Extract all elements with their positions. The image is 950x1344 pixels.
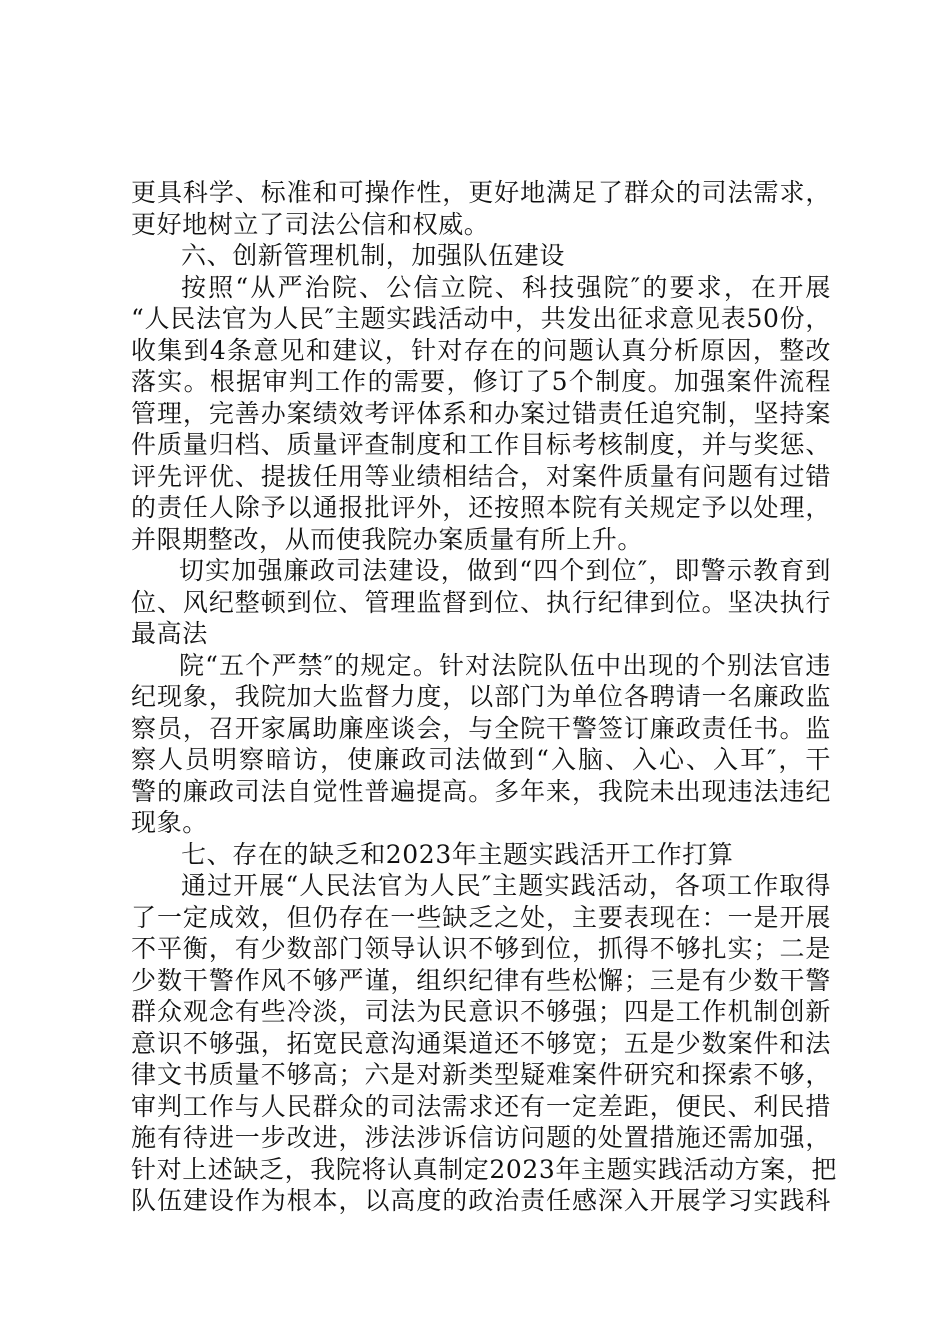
text-line: 落实。根据审判工作的需要，修订了5个制度。加强案件流程: [131, 367, 831, 396]
text-line: 并限期整改，从而使我院办案质量有所上升。: [131, 524, 644, 554]
text-line: 律文书质量不够高；六是对新类型疑难案件研究和探索不够，: [131, 1060, 831, 1089]
text-line: 群众观念有些冷淡，司法为民意识不够强；四是工作机制创新: [131, 997, 831, 1026]
text-line: 收集到4条意见和建议，针对存在的问题认真分析原因，整改: [131, 335, 831, 365]
text-line: 的责任人除予以通报批评外，还按照本院有关规定予以处理，: [131, 493, 831, 522]
text-line: 管理，完善办案绩效考评体系和办案过错责任追究制，坚持案: [131, 398, 831, 428]
text-line: 最高法: [131, 619, 208, 648]
text-line: 意识不够强，拓宽民意沟通渠道还不够宽；五是少数案件和法: [131, 1028, 831, 1058]
text-line: 通过开展“人民法官为人民″主题实践活动，各项工作取得: [181, 871, 831, 900]
text-line: 了一定成效，但仍存在一些缺乏之处，主要表现在：一是开展: [131, 902, 831, 932]
text-line: 针对上述缺乏，我院将认真制定2023年主题实践活动方案，把: [131, 1154, 838, 1184]
text-line: “人民法官为人民″主题实践活动中，共发出征求意见表50份，: [131, 304, 831, 333]
text-line: 现象。: [131, 808, 208, 837]
text-line: 按照“从严治院、公信立院、科技强院″的要求，在开展: [181, 272, 831, 302]
section-heading-7: 七、存在的缺乏和2023年主题实践活开工作打算: [181, 839, 734, 869]
text-line: 更好地树立了司法公信和权威。: [131, 209, 490, 239]
text-line: 察人员明察暗访，使廉政司法做到“入脑、入心、入耳″，干: [131, 745, 831, 774]
text-line: 施有待进一步改进，涉法涉诉信访问题的处置措施还需加强，: [131, 1123, 831, 1152]
text-line: 位、风纪整顿到位、管理监督到位、执行纪律到位。坚决执行: [131, 587, 831, 617]
text-line: 警的廉政司法自觉性普遍提高。多年来，我院未出现违法违纪: [131, 776, 831, 806]
text-line: 切实加强廉政司法建设，做到“四个到位″，即警示教育到: [179, 556, 831, 585]
text-line: 更具科学、标准和可操作性，更好地满足了群众的司法需求，: [131, 178, 831, 207]
document-body: [131, 177, 838, 1217]
text-line: 察员，召开家属助廉座谈会，与全院干警签订廉政责任书。监: [131, 713, 831, 743]
text-line: 纪现象，我院加大监督力度，以部门为单位各聘请一名廉政监: [131, 682, 831, 711]
text-line: 不平衡，有少数部门领导认识不够到位，抓得不够扎实；二是: [131, 934, 831, 963]
section-heading-6: 六、创新管理机制，加强队伍建设: [181, 241, 566, 270]
text-line: 件质量归档、质量评查制度和工作目标考核制度，并与奖惩、: [131, 430, 831, 459]
text-line: 院“五个严禁″的规定。针对法院队伍中出现的个别法官违: [179, 650, 831, 680]
text-line: 少数干警作风不够严谨，组织纪律有些松懈；三是有少数干警: [131, 965, 831, 995]
text-line: 评先评优、提拔任用等业绩相结合，对案件质量有问题有过错: [131, 461, 831, 491]
text-line: 审判工作与人民群众的司法需求还有一定差距，便民、利民措: [131, 1091, 831, 1121]
text-line: 队伍建设作为根本，以高度的政治责任感深入开展学习实践科: [131, 1186, 831, 1215]
